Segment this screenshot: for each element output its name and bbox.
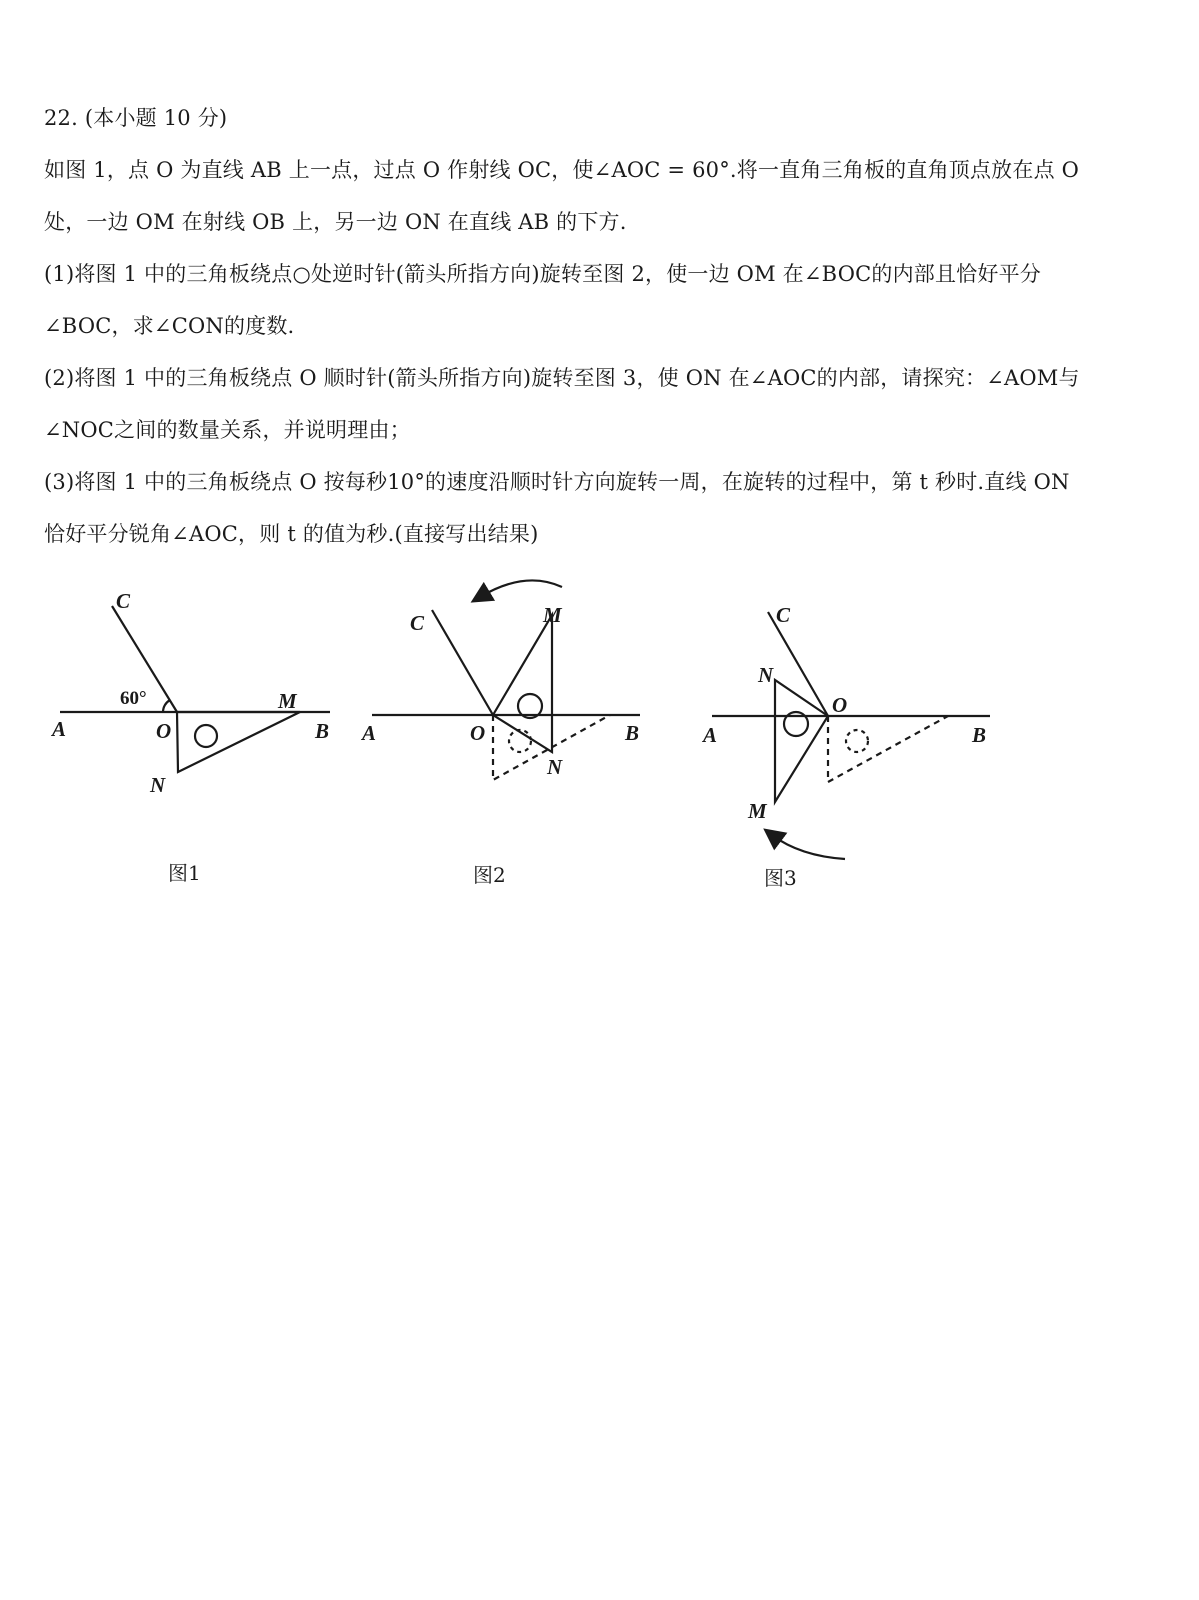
fig3-ray-oc [768, 612, 828, 716]
fig1-label-c: C [116, 589, 131, 613]
fig2-original-hole [509, 730, 531, 752]
question-2-line-2: ∠NOC之间的数量关系，并说明理由； [44, 418, 411, 442]
question-1-line-2: ∠BOC，求∠CON的度数. [44, 314, 295, 338]
fig1-triangle-hole [195, 725, 217, 747]
fig3-rotation-arrow [772, 835, 845, 859]
fig1-caption: 图1 [168, 861, 201, 885]
figures-svg [0, 570, 1199, 910]
fig2-caption: 图2 [473, 863, 506, 887]
fig2-label-m: M [543, 603, 562, 627]
intro-line-1: 如图 1，点 O 为直线 AB 上一点，过点 O 作射线 OC，使∠AOC = 60°.将一直角三角板的直角顶点放在点 O [44, 158, 1080, 182]
fig3-original-triangle [828, 716, 948, 782]
fig1-triangle [177, 712, 300, 772]
fig1-angle-label: 60° [120, 688, 147, 709]
fig3-original-hole [846, 730, 868, 752]
question-2-line-1: (2)将图 1 中的三角板绕点 O 顺时针(箭头所指方向)旋转至图 3，使 ON 在∠AOC的内部，请探究：∠AOM与 [44, 366, 1080, 390]
fig1-angle-arc [163, 700, 170, 712]
figures [0, 570, 1199, 910]
fig1-label-b: B [315, 719, 330, 743]
problem-text [44, 92, 1154, 560]
fig2-label-b: B [625, 721, 640, 745]
fig3-label-c: C [776, 603, 791, 627]
fig3-label-a: A [703, 723, 718, 747]
fig2-triangle [493, 615, 552, 752]
question-1-line-1: (1)将图 1 中的三角板绕点○处逆时针(箭头所指方向)旋转至图 2，使一边 OM 在∠BOC的内部且恰好平分 [44, 262, 1041, 286]
intro-line-2: 处，一边 OM 在射线 OB 上，另一边 ON 在直线 AB 的下方. [44, 210, 627, 234]
fig1-label-o: O [156, 719, 172, 743]
fig2-label-a: A [362, 721, 377, 745]
fig2-ray-oc [432, 610, 493, 715]
fig3-label-m: M [748, 799, 767, 823]
question-3-line-1: (3)将图 1 中的三角板绕点 O 按每秒10°的速度沿顺时针方向旋转一周，在旋转的过程中，第 t 秒时.直线 ON [44, 470, 1070, 494]
fig2-label-c: C [410, 611, 425, 635]
fig2-rotation-arrow [480, 580, 562, 597]
fig3-label-o: O [832, 693, 848, 717]
fig3-caption: 图3 [764, 866, 797, 890]
fig3-label-b: B [972, 723, 987, 747]
fig1-label-a: A [52, 717, 67, 741]
fig2-label-n: N [547, 755, 563, 779]
fig3-triangle [775, 680, 828, 802]
fig1-label-n: N [150, 773, 166, 797]
fig2-label-o: O [470, 721, 486, 745]
problem-header: 22. (本小题 10 分) [44, 106, 228, 130]
question-3-line-2: 恰好平分锐角∠AOC，则 t 的值为秒.(直接写出结果) [44, 522, 539, 546]
fig3-label-n: N [758, 663, 774, 687]
fig1-label-m: M [278, 689, 297, 713]
